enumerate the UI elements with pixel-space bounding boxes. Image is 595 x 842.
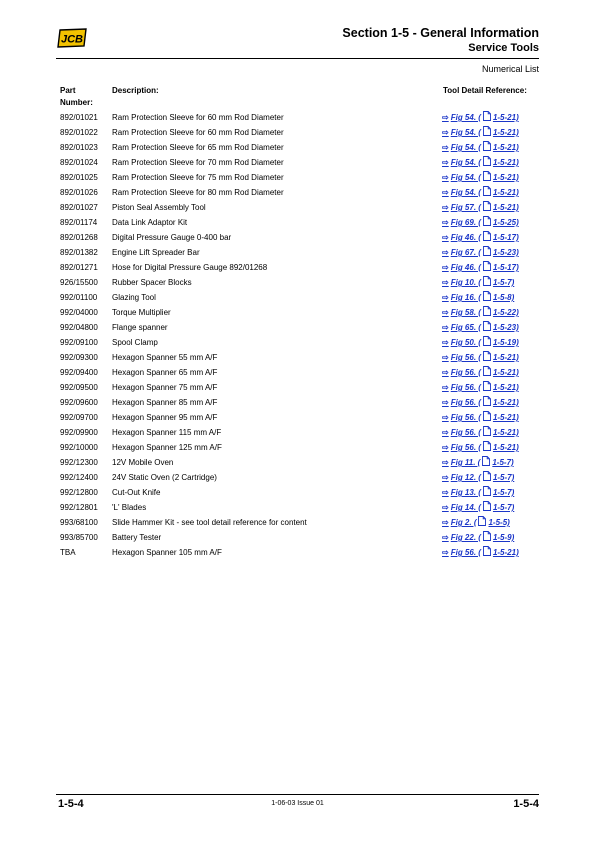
tool-reference-link[interactable]: [442, 140, 519, 155]
tool-reference-link[interactable]: [442, 245, 519, 260]
document-page-icon: [481, 128, 493, 137]
tool-description: Piston Seal Assembly Tool: [112, 203, 206, 212]
tool-description: Ram Protection Sleeve for 70 mm Rod Diameter: [112, 158, 284, 167]
table-row: [0, 410, 595, 425]
tool-reference-link[interactable]: [442, 125, 519, 140]
part-number: 992/09300: [60, 353, 98, 362]
part-number: 993/68100: [60, 518, 98, 527]
part-number: 992/04800: [60, 323, 98, 332]
arrow-right-outline-icon: ⇨: [442, 248, 449, 257]
fig-label: Fig 12. (: [450, 473, 481, 482]
arrow-right-outline-icon: ⇨: [442, 218, 449, 227]
page-ref: 1-5-21): [492, 158, 519, 167]
table-row: [0, 440, 595, 455]
tool-reference-link[interactable]: [442, 515, 510, 530]
column-header-description: Description:: [112, 86, 159, 95]
tool-reference-link[interactable]: [442, 275, 514, 290]
document-page-icon: [481, 203, 493, 212]
page-ref: 1-5-21): [492, 173, 519, 182]
tool-description: Hexagon Spanner 105 mm A/F: [112, 548, 222, 557]
page-ref: 1-5-21): [492, 143, 519, 152]
document-page-icon: [481, 368, 493, 377]
tool-reference-link[interactable]: [442, 455, 514, 470]
arrow-right-outline-icon: ⇨: [442, 413, 449, 422]
part-number: 892/01268: [60, 233, 98, 242]
tool-description: Hexagon Spanner 55 mm A/F: [112, 353, 218, 362]
table-row: [0, 395, 595, 410]
page-ref: 1-5-8): [492, 293, 515, 302]
part-number: 892/01382: [60, 248, 98, 257]
arrow-right-outline-icon: ⇨: [442, 383, 449, 392]
column-header-tool-reference: Tool Detail Reference:: [443, 86, 527, 95]
table-row: [0, 335, 595, 350]
arrow-right-outline-icon: ⇨: [442, 113, 449, 122]
section-subtitle: Service Tools: [468, 42, 539, 54]
page-ref: 1-5-21): [492, 353, 519, 362]
tool-list: [0, 110, 595, 560]
page-ref: 1-5-7): [492, 473, 515, 482]
arrow-right-outline-icon: ⇨: [442, 398, 449, 407]
table-row: [0, 380, 595, 395]
arrow-right-outline-icon: ⇨: [442, 488, 449, 497]
tool-reference-link[interactable]: [442, 185, 519, 200]
part-number: 992/09600: [60, 398, 98, 407]
fig-label: Fig 67. (: [450, 248, 481, 257]
document-page-icon: [481, 263, 493, 272]
tool-description: Flange spanner: [112, 323, 168, 332]
fig-label: Fig 46. (: [450, 233, 481, 242]
document-page-icon: [481, 338, 493, 347]
tool-reference-link[interactable]: [442, 545, 519, 560]
fig-label: Fig 56. (: [450, 413, 481, 422]
column-header-part-number: Part Number:: [60, 86, 93, 107]
document-page-icon: [476, 518, 488, 527]
part-number: 992/04000: [60, 308, 98, 317]
arrow-right-outline-icon: ⇨: [442, 203, 449, 212]
part-number: 892/01024: [60, 158, 98, 167]
fig-label: Fig 54. (: [450, 143, 481, 152]
table-row: [0, 215, 595, 230]
page-ref: 1-5-21): [492, 203, 519, 212]
fig-label: Fig 65. (: [450, 323, 481, 332]
page-ref: 1-5-23): [492, 323, 519, 332]
fig-label: Fig 16. (: [450, 293, 481, 302]
tool-reference-link[interactable]: [442, 260, 519, 275]
arrow-right-outline-icon: ⇨: [442, 188, 449, 197]
tool-reference-link[interactable]: [442, 155, 519, 170]
fig-label: Fig 56. (: [450, 428, 481, 437]
fig-label: Fig 69. (: [450, 218, 481, 227]
fig-label: Fig 46. (: [450, 263, 481, 272]
part-number: 992/09100: [60, 338, 98, 347]
document-page-icon: [481, 443, 493, 452]
document-page-icon: [481, 218, 493, 227]
tool-reference-link[interactable]: [442, 230, 519, 245]
arrow-right-outline-icon: ⇨: [442, 158, 449, 167]
table-row: [0, 305, 595, 320]
fig-label: Fig 54. (: [450, 173, 481, 182]
part-number: 892/01027: [60, 203, 98, 212]
document-page-icon: [481, 323, 493, 332]
fig-label: Fig 56. (: [450, 398, 481, 407]
part-number: 892/01023: [60, 143, 98, 152]
part-number: 993/85700: [60, 533, 98, 542]
tool-reference-link[interactable]: [442, 320, 519, 335]
fig-label: Fig 10. (: [450, 278, 481, 287]
document-page-icon: [481, 488, 493, 497]
tool-reference-link[interactable]: [442, 410, 519, 425]
fig-label: Fig 56. (: [450, 353, 481, 362]
arrow-right-outline-icon: ⇨: [442, 518, 449, 527]
page-ref: 1-5-5): [488, 518, 510, 527]
table-row: [0, 500, 595, 515]
tool-description: Ram Protection Sleeve for 60 mm Rod Diameter: [112, 113, 284, 122]
arrow-right-outline-icon: ⇨: [442, 428, 449, 437]
tool-reference-link[interactable]: [442, 215, 519, 230]
tool-reference-link[interactable]: [442, 290, 514, 305]
fig-label: Fig 13. (: [450, 488, 481, 497]
document-page-icon: [481, 398, 493, 407]
issue-label: 1-06-03 Issue 01: [271, 800, 324, 807]
table-row: [0, 140, 595, 155]
tool-description: Engine Lift Spreader Bar: [112, 248, 200, 257]
table-row: [0, 425, 595, 440]
arrow-right-outline-icon: ⇨: [442, 308, 449, 317]
table-row: [0, 155, 595, 170]
document-page-icon: [481, 548, 493, 557]
tool-reference-link[interactable]: [442, 200, 519, 215]
document-page-icon: [481, 353, 493, 362]
part-number: 992/09700: [60, 413, 98, 422]
tool-description: Hexagon Spanner 65 mm A/F: [112, 368, 218, 377]
page-ref: 1-5-7): [492, 503, 515, 512]
arrow-right-outline-icon: ⇨: [442, 323, 449, 332]
tool-reference-link[interactable]: [442, 485, 514, 500]
tool-reference-link[interactable]: [442, 530, 514, 545]
document-page-icon: [481, 248, 493, 257]
tool-description: 24V Static Oven (2 Cartridge): [112, 473, 217, 482]
arrow-right-outline-icon: ⇨: [442, 458, 449, 467]
fig-label: Fig 22. (: [450, 533, 481, 542]
part-number: 992/12801: [60, 503, 98, 512]
tool-description: Hexagon Spanner 115 mm A/F: [112, 428, 222, 437]
fig-label: Fig 58. (: [450, 308, 481, 317]
document-page-icon: [481, 233, 493, 242]
part-number: TBA: [60, 548, 76, 557]
document-page-icon: [481, 293, 493, 302]
arrow-right-outline-icon: ⇨: [442, 503, 449, 512]
table-row: [0, 245, 595, 260]
tool-description: Hose for Digital Pressure Gauge 892/01268: [112, 263, 268, 272]
page-ref: 1-5-23): [492, 248, 519, 257]
part-number: 992/12800: [60, 488, 98, 497]
document-page-icon: [481, 188, 493, 197]
table-row: [0, 485, 595, 500]
arrow-right-outline-icon: ⇨: [442, 443, 449, 452]
arrow-right-outline-icon: ⇨: [442, 233, 449, 242]
tool-description: Hexagon Spanner 75 mm A/F: [112, 383, 218, 392]
part-number: 892/01021: [60, 113, 98, 122]
page-ref: 1-5-17): [492, 233, 519, 242]
fig-label: Fig 2. (: [450, 518, 477, 527]
tool-description: Ram Protection Sleeve for 75 mm Rod Diameter: [112, 173, 284, 182]
table-row: [0, 515, 595, 530]
page-ref: 1-5-7): [492, 278, 515, 287]
page-ref: 1-5-21): [492, 368, 519, 377]
tool-description: 'L' Blades: [112, 503, 147, 512]
tool-reference-link[interactable]: [442, 440, 519, 455]
document-page-icon: [481, 278, 493, 287]
table-row: [0, 365, 595, 380]
part-number: 892/01271: [60, 263, 98, 272]
fig-label: Fig 56. (: [450, 443, 481, 452]
tool-reference-link[interactable]: [442, 425, 519, 440]
table-row: [0, 170, 595, 185]
page-ref: 1-5-21): [492, 128, 519, 137]
document-page-icon: [480, 458, 492, 467]
table-row: [0, 200, 595, 215]
tool-reference-link[interactable]: [442, 395, 519, 410]
part-number: 892/01025: [60, 173, 98, 182]
tool-reference-link[interactable]: [442, 380, 519, 395]
fig-label: Fig 54. (: [450, 158, 481, 167]
jcb-logo: [56, 28, 88, 48]
tool-description: Digital Pressure Gauge 0-400 bar: [112, 233, 232, 242]
arrow-right-outline-icon: ⇨: [442, 143, 449, 152]
arrow-right-outline-icon: ⇨: [442, 263, 449, 272]
arrow-right-outline-icon: ⇨: [442, 128, 449, 137]
section-title: Section 1-5 - General Information: [342, 26, 539, 40]
fig-label: Fig 54. (: [450, 128, 481, 137]
table-row: [0, 185, 595, 200]
tool-description: 12V Mobile Oven: [112, 458, 174, 467]
page-ref: 1-5-9): [492, 533, 515, 542]
header-divider: [56, 58, 539, 59]
tool-description: Data Link Adaptor Kit: [112, 218, 188, 227]
page-ref: 1-5-7): [492, 458, 514, 467]
part-number: 992/01100: [60, 293, 98, 302]
tool-reference-link[interactable]: [442, 500, 514, 515]
page-ref: 1-5-7): [492, 488, 515, 497]
tool-description: Hexagon Spanner 95 mm A/F: [112, 413, 218, 422]
table-row: [0, 350, 595, 365]
fig-label: Fig 56. (: [450, 383, 481, 392]
document-page-icon: [481, 173, 493, 182]
table-row: [0, 470, 595, 485]
page-number-left: 1-5-4: [58, 798, 84, 810]
tool-description: Spool Clamp: [112, 338, 158, 347]
tool-description: Ram Protection Sleeve for 60 mm Rod Diameter: [112, 128, 284, 137]
page-ref: 1-5-21): [492, 548, 519, 557]
tool-description: Ram Protection Sleeve for 80 mm Rod Diameter: [112, 188, 284, 197]
tool-reference-link[interactable]: [442, 350, 519, 365]
part-number: 992/09400: [60, 368, 98, 377]
table-row: [0, 455, 595, 470]
page-ref: 1-5-25): [492, 218, 519, 227]
page-ref: 1-5-21): [492, 398, 519, 407]
table-row: [0, 545, 595, 560]
document-page-icon: [481, 143, 493, 152]
logo-text: JCB: [60, 33, 84, 46]
fig-label: Fig 14. (: [450, 503, 481, 512]
arrow-right-outline-icon: ⇨: [442, 473, 449, 482]
page-ref: 1-5-22): [492, 308, 519, 317]
table-row: [0, 320, 595, 335]
document-page-icon: [481, 428, 493, 437]
table-row: [0, 530, 595, 545]
page-ref: 1-5-21): [492, 383, 519, 392]
tool-reference-link[interactable]: [442, 110, 519, 125]
tool-description: Hexagon Spanner 85 mm A/F: [112, 398, 218, 407]
tool-reference-link[interactable]: [442, 365, 519, 380]
page-ref: 1-5-21): [492, 428, 519, 437]
fig-label: Fig 57. (: [450, 203, 481, 212]
fig-label: Fig 11. (: [450, 458, 481, 467]
table-row: [0, 275, 595, 290]
tool-description: Cut-Out Knife: [112, 488, 161, 497]
page-number-right: 1-5-4: [513, 798, 539, 810]
document-page-icon: [481, 158, 493, 167]
tool-description: Ram Protection Sleeve for 65 mm Rod Diameter: [112, 143, 284, 152]
arrow-right-outline-icon: ⇨: [442, 338, 449, 347]
arrow-right-outline-icon: ⇨: [442, 293, 449, 302]
document-page-icon: [481, 473, 493, 482]
document-page-icon: [481, 533, 493, 542]
arrow-right-outline-icon: ⇨: [442, 353, 449, 362]
table-row: [0, 230, 595, 245]
fig-label: Fig 56. (: [450, 548, 481, 557]
part-number: 926/15500: [60, 278, 98, 287]
table-row: [0, 260, 595, 275]
tool-description: Battery Tester: [112, 533, 162, 542]
page-ref: 1-5-21): [492, 188, 519, 197]
fig-label: Fig 54. (: [450, 188, 481, 197]
part-number: 892/01174: [60, 218, 98, 227]
page-ref: 1-5-17): [492, 263, 519, 272]
document-page-icon: [481, 308, 493, 317]
tool-reference-link[interactable]: [442, 305, 519, 320]
tool-description: Glazing Tool: [112, 293, 156, 302]
page-ref: 1-5-21): [492, 443, 519, 452]
page-ref: 1-5-21): [492, 413, 519, 422]
arrow-right-outline-icon: ⇨: [442, 533, 449, 542]
tool-reference-link[interactable]: [442, 470, 514, 485]
part-number: 992/10000: [60, 443, 98, 452]
tool-reference-link[interactable]: [442, 170, 519, 185]
table-row: [0, 125, 595, 140]
part-number: 992/12400: [60, 473, 98, 482]
table-row: [0, 290, 595, 305]
fig-label: Fig 56. (: [450, 368, 481, 377]
fig-label: Fig 50. (: [450, 338, 481, 347]
part-number: 892/01026: [60, 188, 98, 197]
document-page-icon: [481, 413, 493, 422]
part-number: 992/09900: [60, 428, 98, 437]
footer-divider: [56, 794, 539, 795]
part-number: 992/09500: [60, 383, 98, 392]
part-number: 992/12300: [60, 458, 98, 467]
table-row: [0, 110, 595, 125]
document-page-icon: [481, 383, 493, 392]
arrow-right-outline-icon: ⇨: [442, 368, 449, 377]
tool-description: Rubber Spacer Blocks: [112, 278, 192, 287]
tool-reference-link[interactable]: [442, 335, 519, 350]
arrow-right-outline-icon: ⇨: [442, 173, 449, 182]
tool-description: Torque Multiplier: [112, 308, 171, 317]
fig-label: Fig 54. (: [450, 113, 481, 122]
document-page-icon: [481, 113, 493, 122]
list-label: Numerical List: [481, 64, 539, 74]
part-number: 892/01022: [60, 128, 98, 137]
arrow-right-outline-icon: ⇨: [442, 278, 449, 287]
page-ref: 1-5-19): [492, 338, 519, 347]
document-page-icon: [481, 503, 493, 512]
page-ref: 1-5-21): [492, 113, 519, 122]
tool-description: Slide Hammer Kit - see tool detail reference for content: [112, 518, 307, 527]
arrow-right-outline-icon: ⇨: [442, 548, 449, 557]
tool-description: Hexagon Spanner 125 mm A/F: [112, 443, 222, 452]
